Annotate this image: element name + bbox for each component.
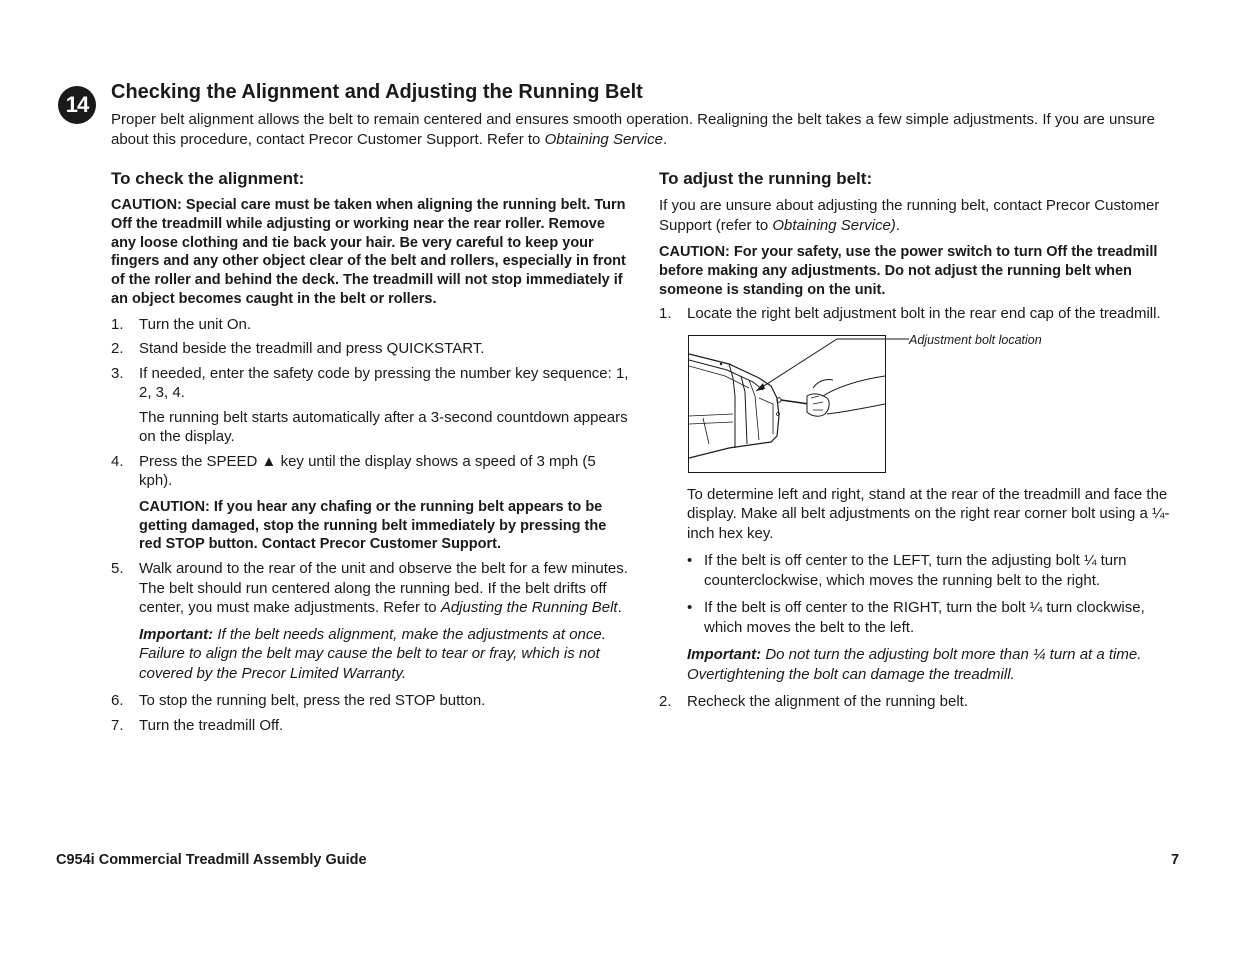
step-number: 5. [111,560,124,578]
check-step-6 [111,691,631,711]
important-label: Important: [139,625,214,643]
important-text: If the belt needs alignment, make the adjustments at once. Failure to align the belt may cause the belt to tear or fray, which is not covered by the Precor Limited Warranty. [139,625,606,682]
step-number: 2. [111,340,124,358]
section-intro [111,110,1186,149]
step-number: 6. [111,692,124,710]
intro-text: Proper belt alignment allows the belt to remain centered and ensures smooth operation. Realigning the belt takes a few simple adjustments. If you are unsure about this procedure, contact Precor Customer Support. Refer to [111,111,1155,148]
step-number: 2. [659,693,672,711]
adjust-belt-column [659,168,1184,717]
important-text: Do not turn the adjusting bolt more than ¼ turn at a time. Overtightening the bolt can damage the treadmill. [687,646,1142,683]
check-step-7 [111,716,631,736]
adjust-belt-heading: To adjust the running belt: [659,169,873,188]
check-step-1 [111,315,631,335]
check-caution: CAUTION: Special care must be taken when aligning the running belt. Turn Off the treadmill while adjusting or working near the rear roller. Remove any loose clothing and tie back your hair. Be very careful to keep your fingers and any other object clear of the belt and rollers, especially in front of the roller and behind the deck. The treadmill will not stop immediately if an object becomes caught in the belt or rollers. [111,197,626,307]
step-text: Press the SPEED ▲ key until the display shows a speed of 3 mph (5 kph). [139,452,596,490]
check-step-4 [111,452,631,554]
step-text: Stand beside the treadmill and press QUICKSTART. [139,340,485,358]
footer-page-number: 7 [1171,852,1180,868]
callout-leader-line [659,329,919,409]
adjust-intro-text: If you are unsure about adjusting the running belt, contact Precor Customer Support (refer to [659,197,1160,234]
adjustment-bolt-callout: Adjustment bolt location [909,332,1042,347]
adjust-intro-reference: Obtaining Service) [772,216,896,234]
check-step-5 [111,559,631,683]
step-text: To stop the running belt, press the red STOP button. [139,692,486,710]
bullet-text: If the belt is off center to the RIGHT, turn the bolt ¼ turn clockwise, which moves the belt to the left. [704,599,1145,636]
step-text: If needed, enter the safety code by pressing the number key sequence: 1, 2, 3, 4. [139,364,629,402]
step-important [139,625,631,684]
step-text [139,559,631,618]
check-alignment-column [111,168,631,740]
step-number-badge: 14 [58,86,96,124]
intro-reference: Obtaining Service [544,130,663,148]
section-title: Checking the Alignment and Adjusting the Running Belt [111,81,643,103]
step-text-main: Walk around to the rear of the unit and observe the belt for a few minutes. The belt should run centered along the running bed. If the belt drifts off center, you must make adjustments. Refer to [139,560,628,617]
footer-guide-title: C954i Commercial Treadmill Assembly Guide [56,852,367,868]
adjustment-bolt-figure [659,329,1184,479]
step-text: Locate the right belt adjustment bolt in the rear end cap of the treadmill. [687,305,1161,323]
step-number: 1. [111,315,124,333]
bullet-right [687,598,1184,637]
intro-end: . [662,130,668,148]
step-note: The running belt starts automatically after a 3-second countdown appears on the display. [139,408,628,446]
bullet-dot: • [687,599,693,617]
determine-direction-text: To determine left and right, stand at the rear of the treadmill and face the display. Make all belt adjustments on the right rear corner bolt using a ¼-inch hex key. [687,485,1170,542]
adjust-step-2 [659,692,1184,712]
step-number: 7. [111,716,124,734]
adjust-step-1 [659,304,1184,324]
adjust-important [687,645,1184,684]
bullet-text: If the belt is off center to the LEFT, turn the adjusting bolt ¼ turn counterclockwise, which moves the running belt to the right. [704,552,1127,589]
step-text: Turn the unit On. [139,315,252,333]
check-alignment-heading: To check the alignment: [111,169,305,188]
adjust-caution: CAUTION: For your safety, use the power switch to turn Off the treadmill before making any adjustments. Do not adjust the running belt when someone is standing on the unit. [659,244,1158,298]
check-step-2 [111,339,631,359]
step-text: Recheck the alignment of the running belt. [687,693,969,711]
step-number: 3. [111,364,124,382]
check-step-3 [111,364,631,447]
step-number: 1. [659,305,672,323]
bullet-left [687,551,1184,590]
adjust-intro [659,196,1184,235]
adjust-intro-end: . [895,216,900,234]
important-label: Important: [687,646,762,664]
step-text-end: . [617,599,622,617]
bullet-dot: • [687,552,693,570]
step-reference: Adjusting the Running Belt [440,599,618,617]
step-number: 4. [111,452,124,470]
step-caution: CAUTION: If you hear any chafing or the running belt appears to be getting damaged, stop the running belt immediately by pressing the red STOP button. Contact Precor Customer Support. [139,498,607,553]
step-text: Turn the treadmill Off. [139,716,284,734]
